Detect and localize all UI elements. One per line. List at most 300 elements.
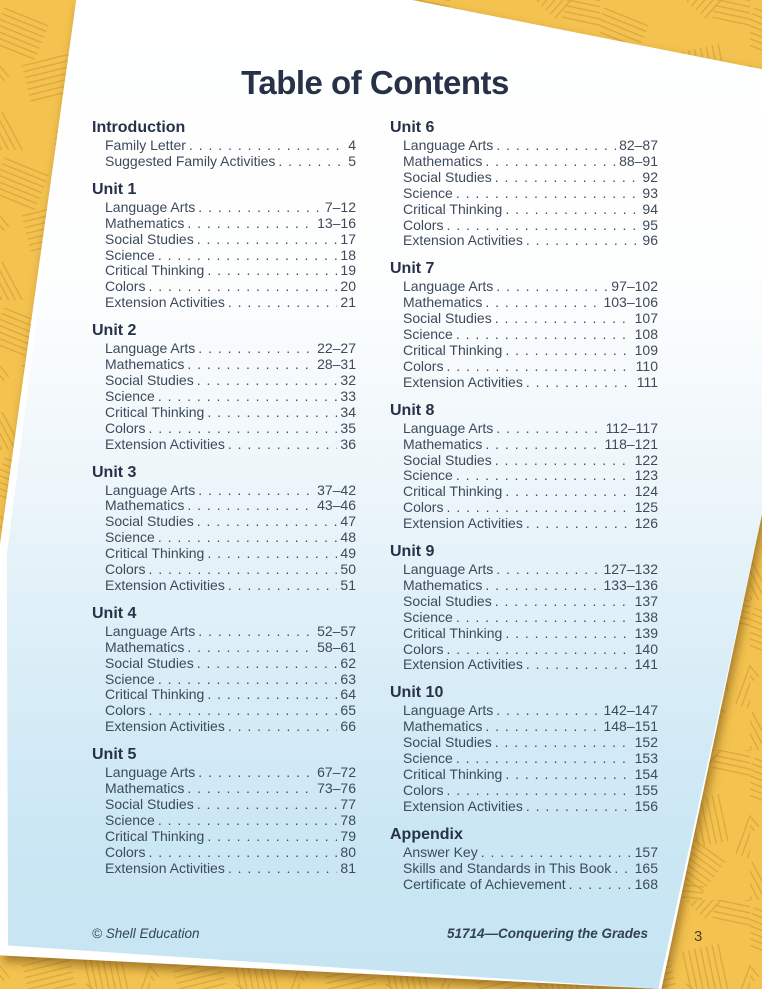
entry-pages: 109	[634, 341, 658, 358]
dot-leader	[526, 233, 640, 249]
entry-pages: 65	[340, 702, 356, 719]
entry-label: Critical Thinking	[105, 545, 205, 562]
entry-label: Critical Thinking	[403, 483, 503, 500]
entry-label: Colors	[105, 278, 146, 295]
entry-label: Skills and Standards in This Book	[403, 859, 612, 876]
entry-pages: 49	[340, 545, 356, 562]
toc-entry	[390, 453, 658, 469]
dot-leader	[446, 500, 631, 516]
entry-label: Social Studies	[403, 734, 492, 751]
entry-label: Extension Activities	[403, 232, 523, 249]
toc-entry	[92, 562, 356, 578]
dot-leader	[207, 687, 337, 703]
dot-leader	[495, 735, 632, 751]
entry-pages: 127–132	[603, 561, 658, 578]
entry-pages: 37–42	[317, 481, 356, 498]
toc-entry	[390, 657, 658, 673]
entry-label: Social Studies	[105, 796, 194, 812]
dot-leader	[505, 484, 631, 500]
entry-label: Suggested Family Activities	[105, 152, 276, 169]
entry-pages: 77	[340, 796, 356, 812]
toc-entry	[390, 375, 658, 391]
toc-section	[390, 543, 658, 673]
entry-pages: 153	[634, 750, 658, 767]
toc-entry	[390, 516, 658, 532]
toc-entry	[92, 216, 356, 232]
dot-leader	[198, 200, 322, 216]
dot-leader	[198, 624, 314, 640]
dot-leader	[496, 421, 602, 437]
entry-label: Mathematics	[403, 576, 483, 593]
entry-label: Extension Activities	[105, 576, 225, 593]
dot-leader	[228, 437, 338, 453]
entry-label: Mathematics	[105, 638, 185, 655]
dot-leader	[456, 327, 632, 343]
entry-label: Mathematics	[105, 497, 185, 514]
toc-section	[390, 684, 658, 814]
toc-entry	[92, 813, 356, 829]
entry-pages: 51	[340, 576, 356, 593]
toc-entry	[390, 279, 658, 295]
entry-label: Language Arts	[105, 340, 196, 357]
entry-label: Language Arts	[105, 764, 196, 781]
toc-entry	[92, 765, 356, 781]
toc-entry	[390, 311, 658, 327]
toc-entry	[92, 703, 356, 719]
entry-label: Language Arts	[403, 419, 494, 436]
entry-label: Certificate of Achievement	[403, 875, 566, 892]
toc-entry	[390, 799, 658, 815]
entry-label: Extension Activities	[403, 515, 523, 532]
toc-entry	[390, 767, 658, 783]
entry-pages: 35	[340, 419, 356, 436]
dot-leader	[526, 657, 632, 673]
entry-pages: 107	[634, 310, 658, 327]
entry-pages: 152	[634, 734, 658, 751]
toc-section	[92, 322, 356, 452]
entry-label: Science	[403, 184, 453, 201]
entry-pages: 140	[634, 640, 658, 657]
entry-pages: 5	[348, 152, 356, 169]
toc-section	[92, 181, 356, 311]
entry-label: Colors	[403, 781, 444, 798]
toc-entry	[390, 500, 658, 516]
toc-entry	[390, 170, 658, 186]
dot-leader	[187, 216, 314, 232]
toc-entry	[390, 295, 658, 311]
entry-label: Colors	[105, 419, 146, 436]
toc-entry	[92, 154, 356, 170]
toc-entry	[390, 233, 658, 249]
entry-pages: 62	[340, 654, 356, 671]
dot-leader	[496, 562, 600, 578]
dot-leader	[614, 861, 631, 877]
footer-book-id: 51714—Conquering the Grades	[446, 926, 648, 941]
dot-leader	[446, 218, 639, 234]
dot-leader	[148, 279, 337, 295]
dot-leader	[526, 516, 632, 532]
toc-section	[92, 746, 356, 876]
entry-label: Extension Activities	[403, 373, 523, 390]
dot-leader	[158, 389, 338, 405]
toc-entry	[390, 138, 658, 154]
dot-leader	[187, 357, 314, 373]
dot-leader	[158, 672, 338, 688]
entry-pages: 32	[340, 371, 356, 388]
toc-section	[390, 119, 658, 249]
entry-pages: 43–46	[317, 497, 356, 514]
dot-leader	[187, 640, 314, 656]
entry-label: Mathematics	[105, 780, 185, 797]
dot-leader	[446, 642, 631, 658]
toc-entry	[92, 546, 356, 562]
dot-leader	[569, 877, 632, 893]
toc-entry	[390, 186, 658, 202]
dot-leader	[197, 656, 338, 672]
entry-pages: 137	[634, 592, 658, 609]
entry-label: Critical Thinking	[403, 766, 503, 782]
entry-label: Social Studies	[403, 592, 492, 609]
dot-leader	[148, 421, 337, 437]
dot-leader	[456, 186, 640, 202]
toc-section	[92, 464, 356, 594]
entry-pages: 138	[634, 608, 658, 625]
toc-entry	[390, 562, 658, 578]
toc-entry	[390, 751, 658, 767]
section-heading: Unit 1	[92, 180, 137, 198]
dot-leader	[496, 703, 600, 719]
entry-pages: 66	[340, 718, 356, 735]
entry-label: Critical Thinking	[403, 624, 503, 641]
entry-pages: 34	[340, 403, 356, 420]
dot-leader	[187, 498, 314, 514]
entry-label: Science	[105, 670, 155, 687]
toc-entry	[92, 357, 356, 373]
dot-leader	[496, 138, 616, 154]
toc-entry	[92, 279, 356, 295]
toc-entry	[92, 437, 356, 453]
section-heading: Unit 10	[390, 684, 444, 702]
entry-label: Critical Thinking	[403, 341, 503, 358]
entry-label: Critical Thinking	[105, 827, 205, 844]
entry-label: Extension Activities	[105, 294, 225, 311]
toc-entry	[92, 200, 356, 216]
entry-label: Extension Activities	[105, 435, 225, 452]
dot-leader	[446, 783, 631, 799]
entry-label: Language Arts	[403, 561, 494, 578]
section-heading: Unit 3	[92, 463, 137, 481]
dot-leader	[495, 453, 632, 469]
toc-entry	[92, 373, 356, 389]
entry-pages: 73–76	[317, 780, 356, 797]
entry-pages: 108	[634, 326, 658, 343]
entry-pages: 123	[634, 467, 658, 484]
toc-entry	[390, 421, 658, 437]
entry-label: Science	[105, 246, 155, 263]
dot-leader	[446, 359, 632, 375]
toc-entry	[92, 514, 356, 530]
dot-leader	[228, 578, 338, 594]
entry-label: Colors	[105, 843, 146, 860]
toc-entry	[92, 719, 356, 735]
toc-entry	[92, 498, 356, 514]
dot-leader	[158, 813, 338, 829]
entry-label: Social Studies	[105, 513, 194, 530]
toc-entry	[390, 468, 658, 484]
entry-pages: 28–31	[317, 356, 356, 373]
entry-label: Extension Activities	[105, 718, 225, 735]
entry-pages: 126	[634, 515, 658, 532]
entry-pages: 122	[634, 451, 658, 468]
entry-pages: 21	[340, 294, 356, 311]
entry-label: Critical Thinking	[105, 686, 205, 703]
entry-pages: 111	[636, 373, 658, 390]
entry-pages: 82–87	[619, 137, 658, 153]
toc-entry	[390, 610, 658, 626]
toc-entry	[92, 829, 356, 845]
dot-leader	[456, 610, 632, 626]
entry-pages: 154	[634, 766, 658, 782]
entry-pages: 50	[340, 561, 356, 578]
page-number: 3	[694, 928, 703, 945]
toc-entry	[92, 232, 356, 248]
entry-label: Science	[403, 750, 453, 767]
entry-pages: 48	[340, 529, 356, 546]
toc-columns	[92, 112, 658, 892]
dot-leader	[207, 405, 337, 421]
section-heading: Unit 4	[92, 604, 137, 622]
toc-entry	[390, 877, 658, 893]
entry-label: Answer Key	[403, 843, 478, 860]
dot-leader	[198, 341, 314, 357]
entry-label: Mathematics	[403, 718, 483, 735]
entry-label: Critical Thinking	[105, 262, 205, 279]
dot-leader	[228, 295, 338, 311]
toc-entry	[390, 154, 658, 170]
dot-leader	[526, 799, 632, 815]
dot-leader	[526, 375, 634, 391]
entry-label: Mathematics	[403, 435, 483, 452]
toc-entry	[92, 341, 356, 357]
entry-pages: 17	[340, 230, 356, 247]
toc-section	[390, 260, 658, 390]
section-heading: Unit 8	[390, 401, 435, 419]
entry-label: Colors	[403, 357, 444, 374]
dot-leader	[456, 468, 632, 484]
section-heading: Appendix	[390, 825, 463, 843]
entry-label: Social Studies	[105, 371, 194, 388]
dot-leader	[148, 562, 337, 578]
dot-leader	[456, 751, 632, 767]
entry-label: Extension Activities	[105, 859, 225, 876]
entry-label: Science	[403, 326, 453, 343]
entry-pages: 141	[634, 656, 658, 673]
entry-pages: 110	[635, 357, 658, 374]
entry-pages: 58–61	[317, 638, 356, 655]
toc-entry	[390, 642, 658, 658]
toc-entry	[92, 295, 356, 311]
entry-label: Science	[105, 529, 155, 546]
dot-leader	[148, 845, 337, 861]
entry-label: Colors	[403, 499, 444, 516]
entry-label: Science	[105, 387, 155, 404]
entry-pages: 103–106	[603, 294, 658, 311]
dot-leader	[187, 781, 314, 797]
entry-pages: 81	[340, 859, 356, 876]
toc-entry	[92, 530, 356, 546]
toc-entry	[92, 656, 356, 672]
entry-pages: 93	[642, 184, 658, 201]
entry-pages: 7–12	[324, 198, 356, 215]
dot-leader	[485, 578, 600, 594]
dot-leader	[158, 530, 338, 546]
entry-pages: 92	[642, 168, 658, 185]
dot-leader	[207, 546, 337, 562]
entry-pages: 142–147	[603, 702, 658, 719]
toc-entry	[390, 703, 658, 719]
entry-pages: 118–121	[604, 435, 658, 452]
entry-label: Colors	[105, 561, 146, 578]
entry-pages: 155	[634, 781, 658, 798]
section-heading: Unit 2	[92, 322, 137, 340]
entry-pages: 148–151	[603, 718, 658, 735]
entry-pages: 165	[634, 859, 658, 876]
dot-leader	[228, 861, 338, 877]
toc-entry	[92, 389, 356, 405]
entry-pages: 94	[642, 200, 658, 217]
dot-leader	[505, 626, 631, 642]
toc-entry	[390, 484, 658, 500]
entry-pages: 156	[634, 797, 658, 814]
toc-section	[390, 402, 658, 532]
entry-label: Colors	[403, 640, 444, 657]
toc-column-left	[92, 112, 356, 892]
entry-pages: 96	[642, 232, 658, 249]
entry-pages: 47	[340, 513, 356, 530]
dot-leader	[495, 170, 640, 186]
dot-leader	[278, 154, 345, 170]
entry-label: Mathematics	[403, 294, 483, 311]
dot-leader	[485, 719, 600, 735]
toc-entry	[92, 797, 356, 813]
entry-pages: 139	[634, 624, 658, 641]
toc-entry	[390, 202, 658, 218]
entry-pages: 20	[340, 278, 356, 295]
entry-label: Family Letter	[105, 137, 186, 153]
dot-leader	[481, 845, 632, 861]
toc-entry	[390, 861, 658, 877]
entry-label: Language Arts	[403, 702, 494, 719]
toc-column-right	[390, 112, 658, 892]
entry-label: Colors	[105, 702, 146, 719]
entry-pages: 67–72	[317, 764, 356, 781]
entry-label: Social Studies	[105, 230, 194, 247]
section-heading: Unit 9	[390, 543, 435, 561]
toc-entry	[92, 483, 356, 499]
toc-entry	[92, 687, 356, 703]
toc-entry	[390, 343, 658, 359]
toc-entry	[92, 672, 356, 688]
dot-leader	[207, 829, 337, 845]
entry-pages: 78	[340, 811, 356, 828]
entry-label: Language Arts	[105, 622, 196, 639]
section-heading: Unit 6	[390, 119, 435, 136]
dot-leader	[158, 248, 338, 264]
toc-section	[92, 605, 356, 735]
dot-leader	[198, 765, 314, 781]
section-heading: Unit 5	[92, 746, 137, 764]
toc-entry	[390, 626, 658, 642]
toc-entry	[92, 248, 356, 264]
toc-entry	[390, 594, 658, 610]
entry-pages: 33	[340, 387, 356, 404]
toc-entry	[92, 138, 356, 154]
section-heading: Introduction	[92, 119, 186, 136]
dot-leader	[197, 232, 338, 248]
toc-entry	[390, 719, 658, 735]
dot-leader	[485, 295, 600, 311]
dot-leader	[197, 373, 338, 389]
entry-label: Critical Thinking	[403, 200, 503, 217]
entry-pages: 133–136	[603, 576, 658, 593]
entry-label: Language Arts	[105, 198, 196, 215]
entry-pages: 79	[340, 827, 356, 844]
entry-pages: 125	[634, 499, 658, 516]
entry-pages: 97–102	[611, 278, 658, 295]
entry-label: Critical Thinking	[105, 403, 205, 420]
toc-entry	[92, 263, 356, 279]
entry-pages: 64	[340, 686, 356, 703]
entry-label: Social Studies	[403, 451, 492, 468]
toc-entry	[390, 845, 658, 861]
entry-pages: 157	[634, 843, 658, 860]
entry-pages: 22–27	[317, 340, 356, 357]
dot-leader	[495, 311, 632, 327]
toc-entry	[390, 218, 658, 234]
toc-entry	[390, 783, 658, 799]
entry-pages: 80	[340, 843, 356, 860]
entry-label: Extension Activities	[403, 797, 523, 814]
dot-leader	[148, 703, 337, 719]
entry-pages: 124	[634, 483, 658, 500]
entry-pages: 52–57	[317, 622, 356, 639]
toc-section	[92, 119, 356, 170]
dot-leader	[485, 437, 601, 453]
entry-pages: 36	[340, 435, 356, 452]
dot-leader	[505, 767, 631, 783]
dot-leader	[198, 483, 314, 499]
entry-label: Social Studies	[403, 310, 492, 327]
dot-leader	[495, 594, 632, 610]
entry-label: Science	[403, 467, 453, 484]
dot-leader	[189, 138, 345, 154]
entry-label: Science	[403, 608, 453, 625]
toc-entry	[92, 640, 356, 656]
entry-pages: 63	[340, 670, 356, 687]
entry-label: Mathematics	[403, 152, 483, 169]
entry-label: Language Arts	[403, 137, 494, 153]
dot-leader	[228, 719, 338, 735]
dot-leader	[197, 514, 338, 530]
entry-pages: 4	[348, 137, 356, 153]
toc-entry	[92, 405, 356, 421]
toc-entry	[390, 327, 658, 343]
section-heading: Unit 7	[390, 260, 435, 278]
toc-entry	[92, 781, 356, 797]
dot-leader	[197, 797, 338, 813]
toc-entry	[92, 624, 356, 640]
entry-pages: 19	[340, 262, 356, 279]
